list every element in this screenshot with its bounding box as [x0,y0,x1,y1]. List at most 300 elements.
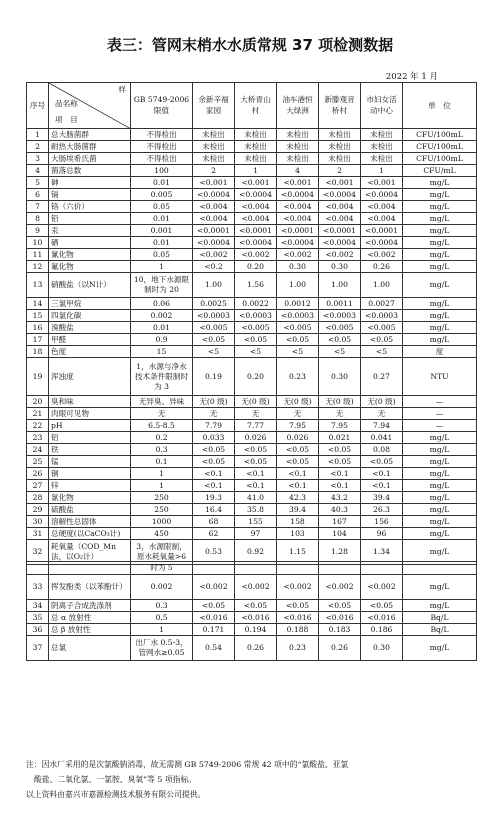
item-name: 总硬度(以CaCO₃计) [49,528,131,540]
standard-limit: 250 [131,504,193,516]
table-row [27,346,477,358]
site-4-value: <0.004 [319,213,361,225]
site-2-value: <0.016 [235,612,277,624]
item-name: 总大肠菌群 [49,129,131,141]
site-1-value: 未检出 [193,129,235,141]
table-row [27,261,477,273]
table-row [27,322,477,334]
row-number: 24 [27,444,49,456]
site-2-value: <0.0004 [235,237,277,249]
site-2-value: 0.20 [235,261,277,273]
unit: — [403,420,477,432]
table-header-row [27,83,477,129]
table-row [27,129,477,141]
item-name: 阴离子合成洗涤剂 [49,600,131,612]
row-number: 30 [27,516,49,528]
site-3-value: <0.002 [277,249,319,261]
site-2-value: <0.0003 [235,310,277,322]
site-1-value: 0.0025 [193,298,235,310]
row-number: 36 [27,624,49,636]
site-1-value: <0.002 [193,249,235,261]
item-name: 甲醛 [49,334,131,346]
site-5-value: 96 [361,528,403,540]
row-number: 14 [27,298,49,310]
site-4-value: <0.05 [319,456,361,468]
footnote-3: 以上资料由嘉兴市嘉源检测技术服务有限公司提供。 [26,790,206,799]
standard-limit: 0.01 [131,322,193,334]
site-5-value: 0.08 [361,444,403,456]
unit: mg/L [403,334,477,346]
table-row [27,480,477,492]
site-1-value: <0.05 [193,334,235,346]
standard-limit: 不得检出 [131,129,193,141]
standard-limit: 0.9 [131,334,193,346]
table-row [27,298,477,310]
row-number: 21 [27,408,49,420]
site-5-value: 156 [361,516,403,528]
item-name: 氯化物 [49,492,131,504]
unit: Bq/L [403,612,477,624]
site-3-value: 无(0 级) [277,396,319,408]
item-name: 硒 [49,237,131,249]
site-3-value: <0.1 [277,468,319,480]
table-row [27,165,477,177]
row-number: 13 [27,273,49,298]
site-3-value: <0.05 [277,444,319,456]
site-3-value: 未检出 [277,153,319,165]
site-4-value: <0.002 [319,575,361,600]
site-2-value: <0.002 [235,249,277,261]
site-4-value: 0.30 [319,358,361,396]
site-2-value: <0.05 [235,456,277,468]
site-4-value: 43.2 [319,492,361,504]
item-name: 总氯 [49,636,131,661]
item-name: 肉眼可见物 [49,408,131,420]
row-number: 33 [27,575,49,600]
footnote-1: 注：因水厂采用的是次氯酸钠消毒，故无需测 GB 5749-2006 常规 42 项中的“氯酸盐、亚氯 [26,760,349,769]
table-row [27,516,477,528]
row-number: 1 [27,129,49,141]
table-row [27,237,477,249]
item-name: 硫酸盐 [49,504,131,516]
table-row [27,153,477,165]
standard-limit: 0.05 [131,249,193,261]
site-3-value: <0.0001 [277,225,319,237]
site-3-value: 1.00 [277,273,319,298]
table-row [27,432,477,444]
row-number: 5 [27,177,49,189]
standard-limit: 1 [131,468,193,480]
site-4-value: 1.28 [319,540,361,565]
item-name: 硝酸盐（以N计） [49,273,131,298]
site-5-value: 7.94 [361,420,403,432]
table-body-continued [27,562,477,661]
site-5-value: 1 [361,165,403,177]
item-name: 浑浊度 [49,358,131,396]
site-1-value: 无(0 级) [193,396,235,408]
site-1-value: <0.016 [193,612,235,624]
site-5-value: <0.002 [361,249,403,261]
standard-limit: 不得检出 [131,141,193,153]
site-1-value: <0.1 [193,468,235,480]
site-5-value: <0.05 [361,600,403,612]
site-4-value: 7.95 [319,420,361,432]
site-5-value: <0.005 [361,322,403,334]
site-4-value: 167 [319,516,361,528]
standard-limit: 1，水源与净水技术条件限制时为 3 [131,358,193,396]
site-3-value: <0.001 [277,177,319,189]
site-1-value: <0.05 [193,444,235,456]
site-2-value: <0.05 [235,444,277,456]
site-4-value: 40.3 [319,504,361,516]
site-4-value: 1.00 [319,273,361,298]
site-3-value: 103 [277,528,319,540]
unit: mg/L [403,636,477,661]
table-row [27,358,477,396]
site-1-value: <5 [193,346,235,358]
site-1-value: 0.033 [193,432,235,444]
site-1-value: <0.1 [193,480,235,492]
table-row [27,310,477,322]
site-3-value: <0.0004 [277,189,319,201]
row-number: 25 [27,456,49,468]
table-row [27,225,477,237]
site-1-value: 62 [193,528,235,540]
site-5-value: <0.05 [361,334,403,346]
site-5-value: 1.34 [361,540,403,565]
standard-limit: 1000 [131,516,193,528]
standard-limit: 0.01 [131,177,193,189]
row-number: 9 [27,225,49,237]
site-4-value: 0.30 [319,261,361,273]
unit: mg/L [403,456,477,468]
site-2-value: 0.92 [235,540,277,565]
site-2-value: 未检出 [235,153,277,165]
site-5-value: <0.0003 [361,310,403,322]
site-3-value: <0.05 [277,456,319,468]
unit: mg/L [403,492,477,504]
site-5-value: <5 [361,346,403,358]
site-4-value: 未检出 [319,141,361,153]
standard-limit: 0.002 [131,310,193,322]
site-1-value: 16.4 [193,504,235,516]
site-2-value: <5 [235,346,277,358]
site-4-value: 无(0 级) [319,396,361,408]
water-quality-table [26,82,477,565]
standard-limit: 100 [131,165,193,177]
report-date: 2022 年 1 月 [385,72,438,82]
item-name: 大肠埃希氏菌 [49,153,131,165]
site-1-value: 0.53 [193,540,235,565]
site-3-value: 0.23 [277,358,319,396]
row-number: 37 [27,636,49,661]
site-3-value: 未检出 [277,129,319,141]
site-3-value: 7.95 [277,420,319,432]
unit: CFU/100mL [403,129,477,141]
site-3-value: <5 [277,346,319,358]
site-5-value: <0.004 [361,201,403,213]
site-2-value: 97 [235,528,277,540]
site-3-value: <0.002 [277,575,319,600]
unit: mg/L [403,444,477,456]
site-2-value: <0.05 [235,600,277,612]
row-number: 23 [27,432,49,444]
header-site-5: 市妇女活动中心 [361,83,403,129]
header-site-2: 大桥青山村 [235,83,277,129]
site-5-value: 未检出 [361,153,403,165]
unit: mg/L [403,298,477,310]
site-2-value: 未检出 [235,129,277,141]
site-4-value: <0.002 [319,249,361,261]
item-name: 镉 [49,189,131,201]
standard-limit: 0.3 [131,444,193,456]
site-2-value: <0.004 [235,213,277,225]
standard-limit: 0.01 [131,213,193,225]
site-5-value: 0.0027 [361,298,403,310]
row-number: 6 [27,189,49,201]
item-name: 铬（六价） [49,201,131,213]
site-3-value: 0.23 [277,636,319,661]
site-1-value: <0.2 [193,261,235,273]
standard-limit: 15 [131,346,193,358]
site-1-value: <0.0004 [193,237,235,249]
site-3-value: 158 [277,516,319,528]
site-1-value: <0.05 [193,600,235,612]
unit: mg/L [403,310,477,322]
table-row [27,408,477,420]
site-2-value: <0.004 [235,201,277,213]
unit: mg/L [403,225,477,237]
item-name: 铁 [49,444,131,456]
header-site-1: 余新辛福家园 [193,83,235,129]
site-5-value: <0.1 [361,468,403,480]
unit: 度 [403,346,477,358]
item-name: 四氯化碳 [49,310,131,322]
item-name: 溴酸盐 [49,322,131,334]
continuation-row [27,562,477,575]
item-name: 锰 [49,456,131,468]
site-4-value: <0.016 [319,612,361,624]
row-number: 4 [27,165,49,177]
site-3-value: <0.004 [277,201,319,213]
footnotes [26,757,476,802]
site-5-value: 0.041 [361,432,403,444]
unit: mg/L [403,322,477,334]
row-number: 29 [27,504,49,516]
standard-limit: 250 [131,492,193,504]
site-3-value: 1.15 [277,540,319,565]
site-3-value: <0.0003 [277,310,319,322]
site-5-value: <0.001 [361,177,403,189]
row-number: 16 [27,322,49,334]
item-name: 挥发酚类（以苯酚计） [49,575,131,600]
header-item-label: 项 目 [55,115,78,124]
site-2-value: 0.026 [235,432,277,444]
table-row [27,444,477,456]
standard-limit: 0.06 [131,298,193,310]
site-2-value: <0.005 [235,322,277,334]
site-4-value: <0.0004 [319,189,361,201]
site-4-value: <0.005 [319,322,361,334]
table-row [27,201,477,213]
site-5-value: 未检出 [361,129,403,141]
unit: Bq/L [403,624,477,636]
unit: — [403,396,477,408]
site-4-value: <0.004 [319,201,361,213]
unit: mg/L [403,177,477,189]
row-number: 18 [27,346,49,358]
item-name: 氟化物 [49,261,131,273]
standard-limit: 1 [131,624,193,636]
standard-limit: 0.1 [131,456,193,468]
table-row [27,504,477,516]
site-3-value: 无 [277,408,319,420]
row-number: 7 [27,201,49,213]
site-1-value: 未检出 [193,153,235,165]
header-site-3: 油车港恒大绿洲 [277,83,319,129]
site-3-value: <0.005 [277,322,319,334]
standard-limit: 0.01 [131,237,193,249]
site-5-value: <0.004 [361,213,403,225]
table-row [27,600,477,612]
page-title: 表三：管网末梢水水质常规 37 项检测数据 [106,36,394,54]
header-sample-label: 样 [118,85,126,94]
site-4-value: 0.0011 [319,298,361,310]
site-4-value: <0.001 [319,177,361,189]
standard-limit: 1 [131,480,193,492]
site-3-value: 39.4 [277,504,319,516]
item-name: 锌 [49,480,131,492]
item-name: 总 β 放射性 [49,624,131,636]
site-3-value: 未检出 [277,141,319,153]
table-row [27,528,477,540]
header-unit: 单 位 [403,83,477,129]
row-number: 20 [27,396,49,408]
table-row [27,624,477,636]
unit: CFU/mL [403,165,477,177]
site-5-value: <0.0004 [361,189,403,201]
site-2-value: <0.0001 [235,225,277,237]
standard-limit: 450 [131,528,193,540]
site-1-value: 0.19 [193,358,235,396]
table-row [27,636,477,661]
site-1-value: 19.3 [193,492,235,504]
row-number: 12 [27,261,49,273]
site-4-value: <0.1 [319,480,361,492]
header-site-4: 新滕观音桥村 [319,83,361,129]
table-row [27,612,477,624]
item-name: 铜 [49,468,131,480]
site-3-value: 0.30 [277,261,319,273]
table-row [27,141,477,153]
standard-limit: 0.5 [131,612,193,624]
water-quality-table-continued [26,561,477,661]
site-4-value: 无 [319,408,361,420]
site-1-value: <0.0003 [193,310,235,322]
unit: mg/L [403,261,477,273]
item-name: 氰化物 [49,249,131,261]
unit: mg/L [403,480,477,492]
table-row [27,177,477,189]
item-name: 菌落总数 [49,165,131,177]
unit: mg/L [403,213,477,225]
site-4-value: <0.05 [319,444,361,456]
unit: mg/L [403,432,477,444]
site-2-value: 155 [235,516,277,528]
site-3-value: <0.004 [277,213,319,225]
site-2-value: 无(0 级) [235,396,277,408]
row-number: 26 [27,468,49,480]
row-number: 11 [27,249,49,261]
item-name: 溶解性总固体 [49,516,131,528]
site-2-value: 无 [235,408,277,420]
standard-limit: 无 [131,408,193,420]
site-2-value: 0.0022 [235,298,277,310]
table-row [27,189,477,201]
standard-limit: 6.5-8.5 [131,420,193,432]
site-5-value: <0.0001 [361,225,403,237]
unit: NTU [403,358,477,396]
site-4-value: <0.05 [319,600,361,612]
site-2-value: 0.20 [235,358,277,396]
header-diagonal-cell [49,83,131,129]
site-5-value: <0.1 [361,480,403,492]
standard-limit: 出厂水 0.5-3，管网水≥0.05 [131,636,193,661]
site-3-value: 0.0012 [277,298,319,310]
table-row [27,456,477,468]
site-5-value: <0.0004 [361,237,403,249]
row-number: 27 [27,480,49,492]
unit: CFU/100mL [403,141,477,153]
site-4-value: <0.0003 [319,310,361,322]
item-name: 耗氧量（COD_Mn法，以O₂计） [49,540,131,565]
row-number: 2 [27,141,49,153]
site-4-value: 2 [319,165,361,177]
site-1-value: 未检出 [193,141,235,153]
unit: mg/L [403,600,477,612]
site-3-value: 0.026 [277,432,319,444]
item-name: 汞 [49,225,131,237]
site-5-value: <0.016 [361,612,403,624]
row-number: 22 [27,420,49,432]
continuation-text: 时为 5 [131,562,193,575]
table-row [27,420,477,432]
table-row [27,273,477,298]
item-name: 铅 [49,213,131,225]
site-1-value: <0.002 [193,575,235,600]
row-number: 32 [27,540,49,565]
standard-limit: 0.002 [131,575,193,600]
unit: mg/L [403,273,477,298]
site-4-value: 104 [319,528,361,540]
site-1-value: <0.004 [193,201,235,213]
row-number: 8 [27,213,49,225]
site-2-value: <0.05 [235,334,277,346]
site-5-value: 39.4 [361,492,403,504]
site-5-value: 无 [361,408,403,420]
site-3-value: <0.05 [277,600,319,612]
site-4-value: 0.183 [319,624,361,636]
unit: — [403,408,477,420]
site-2-value: 35.8 [235,504,277,516]
table-row [27,249,477,261]
site-3-value: 0.188 [277,624,319,636]
site-2-value: 1.56 [235,273,277,298]
unit: mg/L [403,516,477,528]
standard-limit: 不得检出 [131,153,193,165]
row-number: 10 [27,237,49,249]
item-name: 总 α 放射性 [49,612,131,624]
